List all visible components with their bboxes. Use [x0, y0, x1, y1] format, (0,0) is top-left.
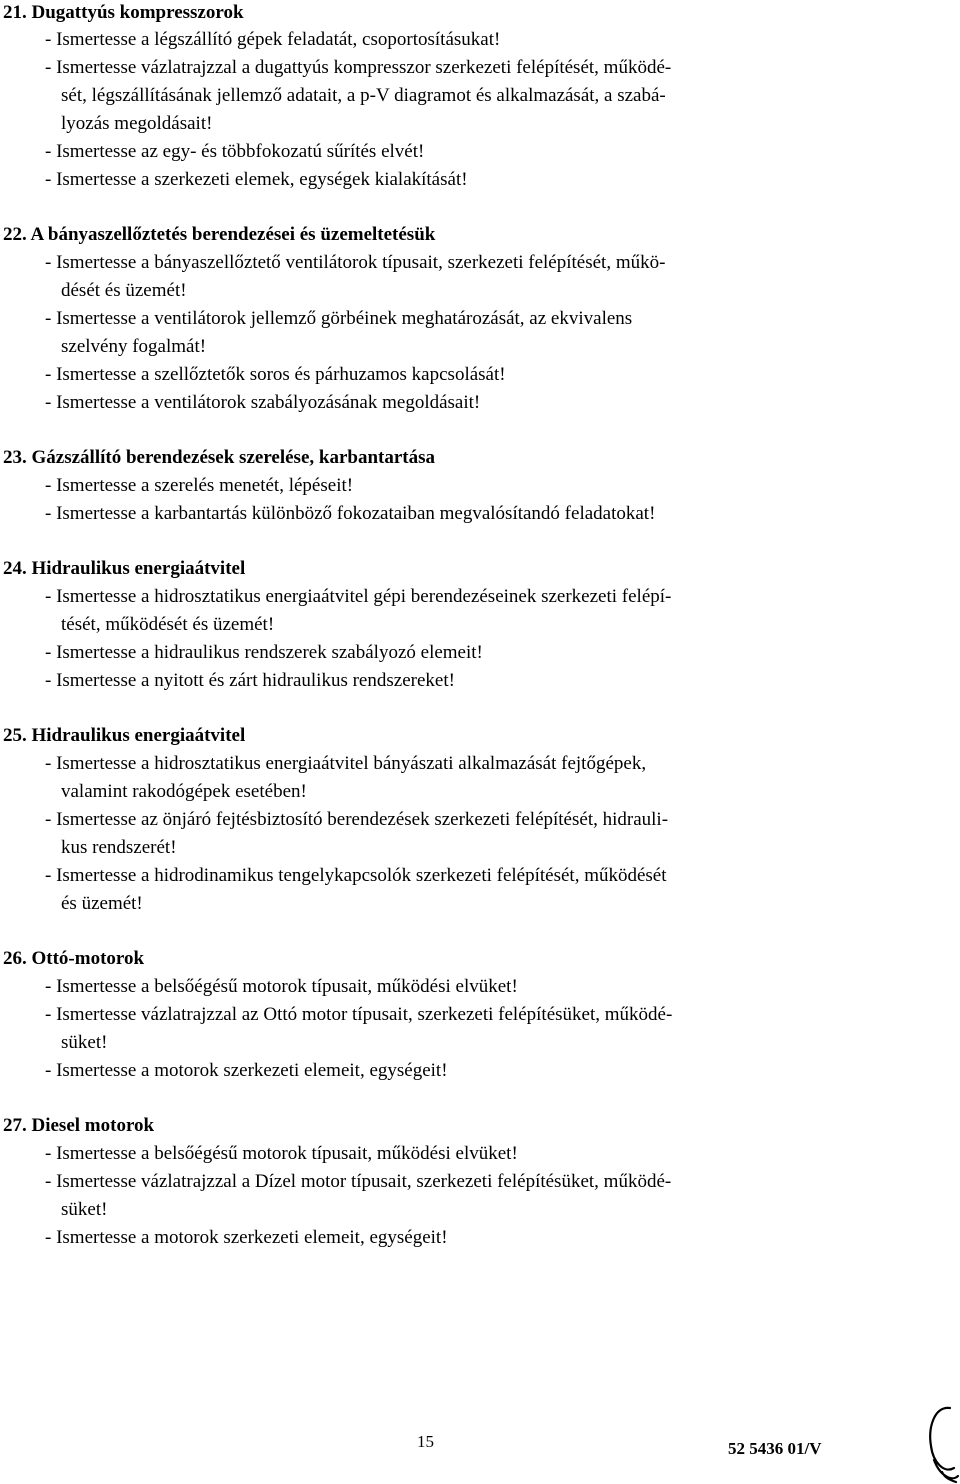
section-line: - Ismertesse a hidraulikus rendszerek szabályozó elemeit! — [45, 642, 483, 663]
section-line: tését, működését és üzemét! — [61, 614, 275, 635]
section-line: - Ismertesse a ventilátorok szabályozásának megoldásait! — [45, 392, 481, 413]
section-line: - Ismertesse a motorok szerkezeti elemeit, egységeit! — [45, 1227, 448, 1248]
section-line: - Ismertesse vázlatrajzzal az Ottó motor típusait, szerkezeti felépítésüket, működé- — [45, 1004, 673, 1025]
section-line: - Ismertesse a szellőztetők soros és párhuzamos kapcsolását! — [45, 364, 506, 385]
section-line: - Ismertesse a motorok szerkezeti elemeit, egységeit! — [45, 1060, 448, 1081]
section-line: szelvény fogalmát! — [61, 336, 207, 357]
section-line: - Ismertesse a bányaszellőztető ventilátorok típusait, szerkezeti felépítését, műkö- — [45, 252, 666, 273]
section-line: - Ismertesse az egy- és többfokozatú sűrítés elvét! — [45, 141, 425, 162]
document-code: 52 5436 01/V — [728, 1439, 822, 1458]
section-line: - Ismertesse a hidrodinamikus tengelykapcsolók szerkezeti felépítését, működését — [45, 865, 667, 886]
section-heading: 27. Diesel motorok — [3, 1115, 155, 1136]
section-heading: 26. Ottó-motorok — [3, 948, 145, 969]
section-heading: 24. Hidraulikus energiaátvitel — [3, 558, 246, 579]
page-number: 15 — [417, 1432, 434, 1451]
section-line: - Ismertesse a szerelés menetét, lépéseit! — [45, 475, 354, 496]
handwritten-signature-icon — [920, 1402, 960, 1484]
section-line: valamint rakodógépek esetében! — [61, 781, 307, 802]
section-heading: 23. Gázszállító berendezések szerelése, karbantartása — [3, 447, 435, 468]
section-line: lyozás megoldásait! — [61, 113, 213, 134]
section-line: sét, légszállításának jellemző adatait, a p-V diagramot és alkalmazását, a szabá- — [61, 85, 666, 106]
section-line: - Ismertesse a légszállító gépek feladatát, csoportosításukat! — [45, 29, 501, 50]
section-line: - Ismertesse az önjáró fejtésbiztosító berendezések szerkezeti felépítését, hidrauli- — [45, 809, 669, 830]
section-line: és üzemét! — [61, 893, 143, 914]
section-line: dését és üzemét! — [61, 280, 187, 301]
section-line: süket! — [61, 1032, 108, 1053]
section-line: - Ismertesse a nyitott és zárt hidraulikus rendszereket! — [45, 670, 455, 691]
section-line: - Ismertesse a karbantartás különböző fokozataiban megvalósítandó feladatokat! — [45, 503, 656, 524]
section-line: - Ismertesse a ventilátorok jellemző görbéinek meghatározását, az ekvivalens — [45, 308, 633, 329]
section-line: - Ismertesse a belsőégésű motorok típusait, működési elvüket! — [45, 976, 518, 997]
section-line: - Ismertesse vázlatrajzzal a dugattyús kompresszor szerkezeti felépítését, működé- — [45, 57, 672, 78]
section-heading: 21. Dugattyús kompresszorok — [3, 2, 244, 23]
section-heading: 25. Hidraulikus energiaátvitel — [3, 725, 246, 746]
section-heading: 22. A bányaszellőztetés berendezései és üzemeltetésük — [3, 224, 436, 245]
section-line: - Ismertesse a szerkezeti elemek, egységek kialakítását! — [45, 169, 468, 190]
section-line: - Ismertesse a hidrosztatikus energiaátvitel bányászati alkalmazását fejtőgépek, — [45, 753, 647, 774]
section-line: - Ismertesse a belsőégésű motorok típusait, működési elvüket! — [45, 1143, 518, 1164]
section-line: - Ismertesse a hidrosztatikus energiaátvitel gépi berendezéseinek szerkezeti felépí- — [45, 586, 672, 607]
section-line: kus rendszerét! — [61, 837, 177, 858]
section-line: süket! — [61, 1199, 108, 1220]
section-line: - Ismertesse vázlatrajzzal a Dízel motor típusait, szerkezeti felépítésüket, működé- — [45, 1171, 672, 1192]
